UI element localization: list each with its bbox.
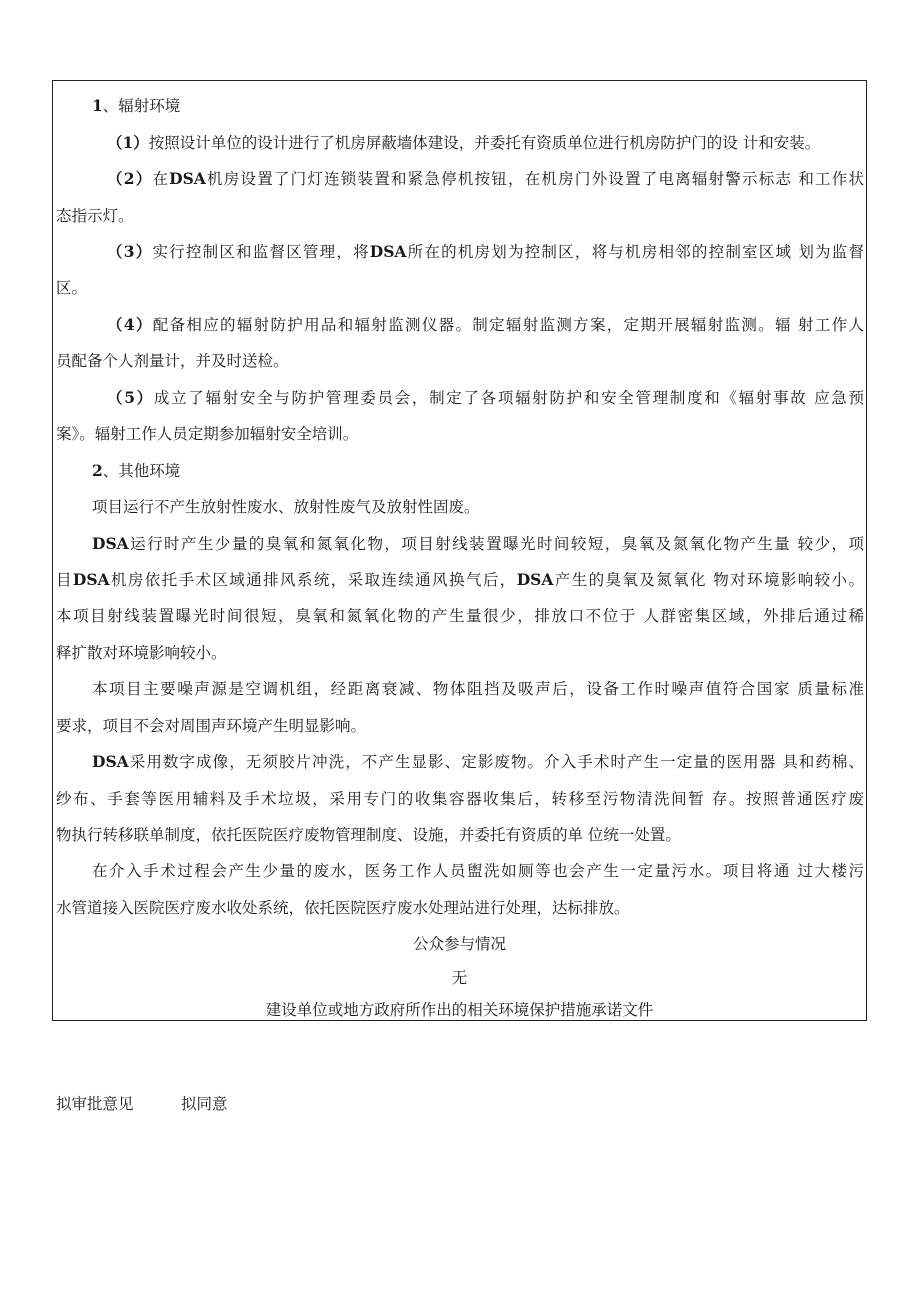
public-participation-value: 无: [451, 969, 468, 987]
public-participation-title: 公众参与情况: [412, 935, 506, 953]
section-2-paragraph-2-line-3: 本项目射线装置曝光时间很短，臭氧和氮氧化物的产生量很少，排放口不位于 人群密集区域，外排后通过稀: [56, 607, 864, 625]
section-1-heading: 1、辐射环境: [92, 96, 181, 115]
approval-opinion-value: 拟同意: [181, 1095, 228, 1113]
section-1-item-4-line-2: 员配备个人剂量计，并及时送检。: [56, 352, 289, 370]
section-2-paragraph-1: 项目运行不产生放射性废水、放射性废气及放射性固废。: [92, 498, 480, 516]
section-1-item-2-line-1: （2）在DSA机房设置了门灯连锁装置和紧急停机按钮，在机房门外设置了电离辐射警示标志 和工作状: [107, 169, 864, 188]
section-2-paragraph-5-line-1: 在介入手术过程会产生少量的废水，医务工作人员盥洗如厕等也会产生一定量污水。项目将通 过大楼污: [92, 862, 864, 880]
section-2-paragraph-4-line-1: DSA采用数字成像，无须胶片冲洗，不产生显影、定影废物。介入手术时产生一定量的医用器 具和药棉、: [92, 752, 864, 771]
section-2-paragraph-4-line-2: 纱布、手套等医用辅料及手术垃圾，采用专门的收集容器收集后，转移至污物清洗间暂 存。按照普通医疗废: [56, 790, 864, 808]
section-1-item-2-line-2: 态指示灯。: [56, 207, 134, 225]
section-2-paragraph-3-line-1: 本项目主要噪声源是空调机组，经距离衰减、物体阻挡及吸声后，设备工作时噪声值符合国家 质量标准: [92, 680, 864, 698]
section-2-paragraph-2-line-4: 释扩散对环境影响较小。: [56, 644, 227, 662]
section-2-paragraph-5-line-2: 水管道接入医院医疗废水收处系统，依托医院医疗废水处理站进行处理，达标排放。: [56, 899, 630, 917]
commitment-document-title: 建设单位或地方政府所作出的相关环境保护措施承诺文件: [265, 1001, 654, 1019]
section-1-item-1: （1）按照设计单位的设计进行了机房屏蔽墙体建设，并委托有资质单位进行机房防护门的设 计和安装。: [107, 133, 821, 152]
section-2-paragraph-2-line-1: DSA运行时产生少量的臭氧和氮氧化物，项目射线装置曝光时间较短，臭氧及氮氧化物产生量 较少，项: [92, 534, 864, 553]
section-1-item-3-line-1: （3）实行控制区和监督区管理，将DSA所在的机房划为控制区，将与机房相邻的控制室区域 划为监督: [107, 242, 864, 261]
section-1-item-3-line-2: 区。: [56, 279, 88, 297]
section-2-paragraph-4-line-3: 物执行转移联单制度，依托医院医疗废物管理制度、设施，并委托有资质的单 位统一处置。: [56, 826, 681, 844]
section-1-item-5-line-1: （5）成立了辐射安全与防护管理委员会，制定了各项辐射防护和安全管理制度和《辐射事故 应急预: [107, 388, 864, 407]
approval-opinion-label: 拟审批意见: [56, 1095, 134, 1113]
section-1-item-4-line-1: （4）配备相应的辐射防护用品和辐射监测仪器。制定辐射监测方案，定期开展辐射监测。辐 射工作人: [107, 315, 864, 334]
section-1-item-5-line-2: 案》。辐射工作人员定期参加辐射安全培训。: [56, 425, 359, 443]
section-2-paragraph-2-line-2: 目DSA机房依托手术区域通排风系统，采取连续通风换气后，DSA产生的臭氧及氮氧化 物对环境影响较小。: [56, 570, 864, 589]
section-2-heading: 2、其他环境: [92, 461, 181, 480]
section-2-paragraph-3-line-2: 要求，项目不会对周围声环境产生明显影响。: [56, 717, 367, 735]
